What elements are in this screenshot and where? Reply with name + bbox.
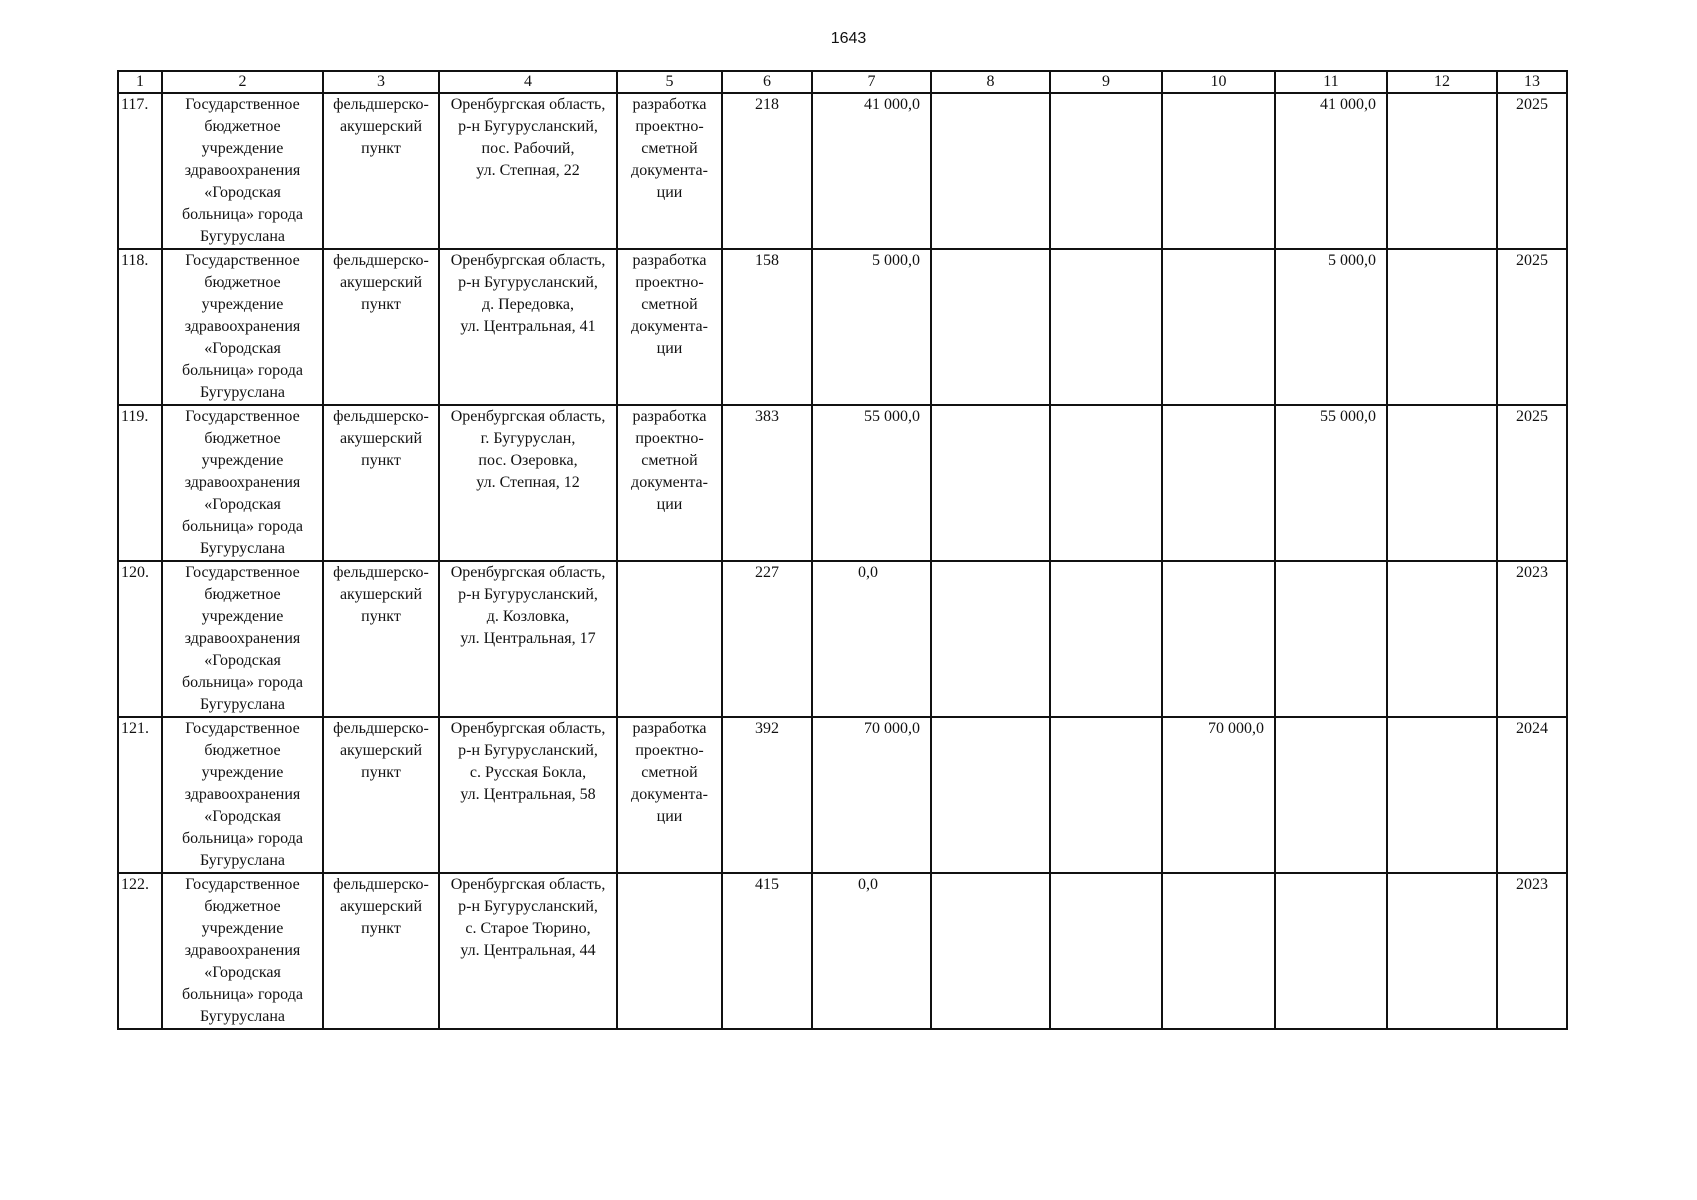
cell-col11: 5 000,0 — [1275, 249, 1387, 405]
cell-col9 — [1050, 561, 1162, 717]
column-header: 6 — [722, 71, 812, 93]
table-row — [118, 873, 1567, 1029]
cell-col7: 70 000,0 — [812, 717, 931, 873]
cell-year: 2025 — [1497, 93, 1567, 249]
organization: Государственное бюджетное учреждение здравоохранения «Городская больница» города Бугуруслана — [162, 249, 323, 405]
cell-col6: 218 — [722, 93, 812, 249]
cell-col6: 158 — [722, 249, 812, 405]
cell-col11 — [1275, 717, 1387, 873]
column-header: 12 — [1387, 71, 1497, 93]
cell-col8 — [931, 873, 1050, 1029]
column-header: 13 — [1497, 71, 1567, 93]
cell-col9 — [1050, 873, 1162, 1029]
cell-year: 2025 — [1497, 249, 1567, 405]
address: Оренбургская область, р-н Бугурусланский, д. Передовка, ул. Центральная, 41 — [439, 249, 617, 405]
table-row — [118, 93, 1567, 249]
address: Оренбургская область, р-н Бугурусланский, пос. Рабочий, ул. Степная, 22 — [439, 93, 617, 249]
cell-year: 2023 — [1497, 873, 1567, 1029]
column-header: 9 — [1050, 71, 1162, 93]
organization: Государственное бюджетное учреждение здравоохранения «Городская больница» города Бугуруслана — [162, 873, 323, 1029]
cell-col9 — [1050, 93, 1162, 249]
facility-type: фельдшерско- акушерский пункт — [323, 717, 439, 873]
work-type — [617, 873, 722, 1029]
table-row — [118, 249, 1567, 405]
table-row — [118, 561, 1567, 717]
cell-col9 — [1050, 249, 1162, 405]
work-type: разработка проектно- сметной документа- ции — [617, 93, 722, 249]
cell-year: 2023 — [1497, 561, 1567, 717]
page-number: 1643 — [830, 30, 867, 47]
cell-col10 — [1162, 249, 1275, 405]
cell-col10 — [1162, 93, 1275, 249]
cell-col6: 383 — [722, 405, 812, 561]
cell-col10: 70 000,0 — [1162, 717, 1275, 873]
column-header: 4 — [439, 71, 617, 93]
cell-col11: 41 000,0 — [1275, 93, 1387, 249]
row-number: 117. — [118, 93, 162, 249]
column-header: 2 — [162, 71, 323, 93]
organization: Государственное бюджетное учреждение здравоохранения «Городская больница» города Бугуруслана — [162, 561, 323, 717]
cell-col11 — [1275, 873, 1387, 1029]
cell-col12 — [1387, 561, 1497, 717]
organization: Государственное бюджетное учреждение здравоохранения «Городская больница» города Бугуруслана — [162, 93, 323, 249]
cell-col11 — [1275, 561, 1387, 717]
facility-type: фельдшерско- акушерский пункт — [323, 561, 439, 717]
column-header: 11 — [1275, 71, 1387, 93]
work-type: разработка проектно- сметной документа- ции — [617, 717, 722, 873]
cell-col10 — [1162, 561, 1275, 717]
facility-type: фельдшерско- акушерский пункт — [323, 249, 439, 405]
column-header: 7 — [812, 71, 931, 93]
column-header: 8 — [931, 71, 1050, 93]
address: Оренбургская область, р-н Бугурусланский, с. Русская Бокла, ул. Центральная, 58 — [439, 717, 617, 873]
cell-col11: 55 000,0 — [1275, 405, 1387, 561]
column-header: 10 — [1162, 71, 1275, 93]
table-row — [118, 717, 1567, 873]
cell-col12 — [1387, 249, 1497, 405]
cell-col12 — [1387, 405, 1497, 561]
header-row — [118, 71, 1567, 93]
work-type: разработка проектно- сметной документа- ции — [617, 249, 722, 405]
cell-col8 — [931, 405, 1050, 561]
cell-col12 — [1387, 93, 1497, 249]
organization: Государственное бюджетное учреждение здравоохранения «Городская больница» города Бугуруслана — [162, 405, 323, 561]
organization: Государственное бюджетное учреждение здравоохранения «Городская больница» города Бугуруслана — [162, 717, 323, 873]
cell-year: 2025 — [1497, 405, 1567, 561]
cell-year: 2024 — [1497, 717, 1567, 873]
row-number: 120. — [118, 561, 162, 717]
cell-col8 — [931, 249, 1050, 405]
row-number: 118. — [118, 249, 162, 405]
cell-col7: 41 000,0 — [812, 93, 931, 249]
cell-col6: 392 — [722, 717, 812, 873]
work-type: разработка проектно- сметной документа- ции — [617, 405, 722, 561]
cell-col7: 55 000,0 — [812, 405, 931, 561]
cell-col7: 0,0 — [812, 561, 931, 717]
cell-col10 — [1162, 405, 1275, 561]
address: Оренбургская область, г. Бугуруслан, пос. Озеровка, ул. Степная, 12 — [439, 405, 617, 561]
address: Оренбургская область, р-н Бугурусланский, с. Старое Тюрино, ул. Центральная, 44 — [439, 873, 617, 1029]
cell-col8 — [931, 93, 1050, 249]
address: Оренбургская область, р-н Бугурусланский, д. Козловка, ул. Центральная, 17 — [439, 561, 617, 717]
cell-col9 — [1050, 405, 1162, 561]
cell-col8 — [931, 561, 1050, 717]
cell-col6: 227 — [722, 561, 812, 717]
cell-col12 — [1387, 873, 1497, 1029]
column-header: 5 — [617, 71, 722, 93]
cell-col7: 5 000,0 — [812, 249, 931, 405]
cell-col12 — [1387, 717, 1497, 873]
row-number: 119. — [118, 405, 162, 561]
cell-col8 — [931, 717, 1050, 873]
column-header: 3 — [323, 71, 439, 93]
cell-col6: 415 — [722, 873, 812, 1029]
work-type — [617, 561, 722, 717]
facility-type: фельдшерско- акушерский пункт — [323, 873, 439, 1029]
facility-type: фельдшерско- акушерский пункт — [323, 93, 439, 249]
table-row — [118, 405, 1567, 561]
row-number: 122. — [118, 873, 162, 1029]
cell-col7: 0,0 — [812, 873, 931, 1029]
facility-type: фельдшерско- акушерский пункт — [323, 405, 439, 561]
data-table — [117, 70, 1568, 1030]
column-header: 1 — [118, 71, 162, 93]
cell-col10 — [1162, 873, 1275, 1029]
cell-col9 — [1050, 717, 1162, 873]
row-number: 121. — [118, 717, 162, 873]
